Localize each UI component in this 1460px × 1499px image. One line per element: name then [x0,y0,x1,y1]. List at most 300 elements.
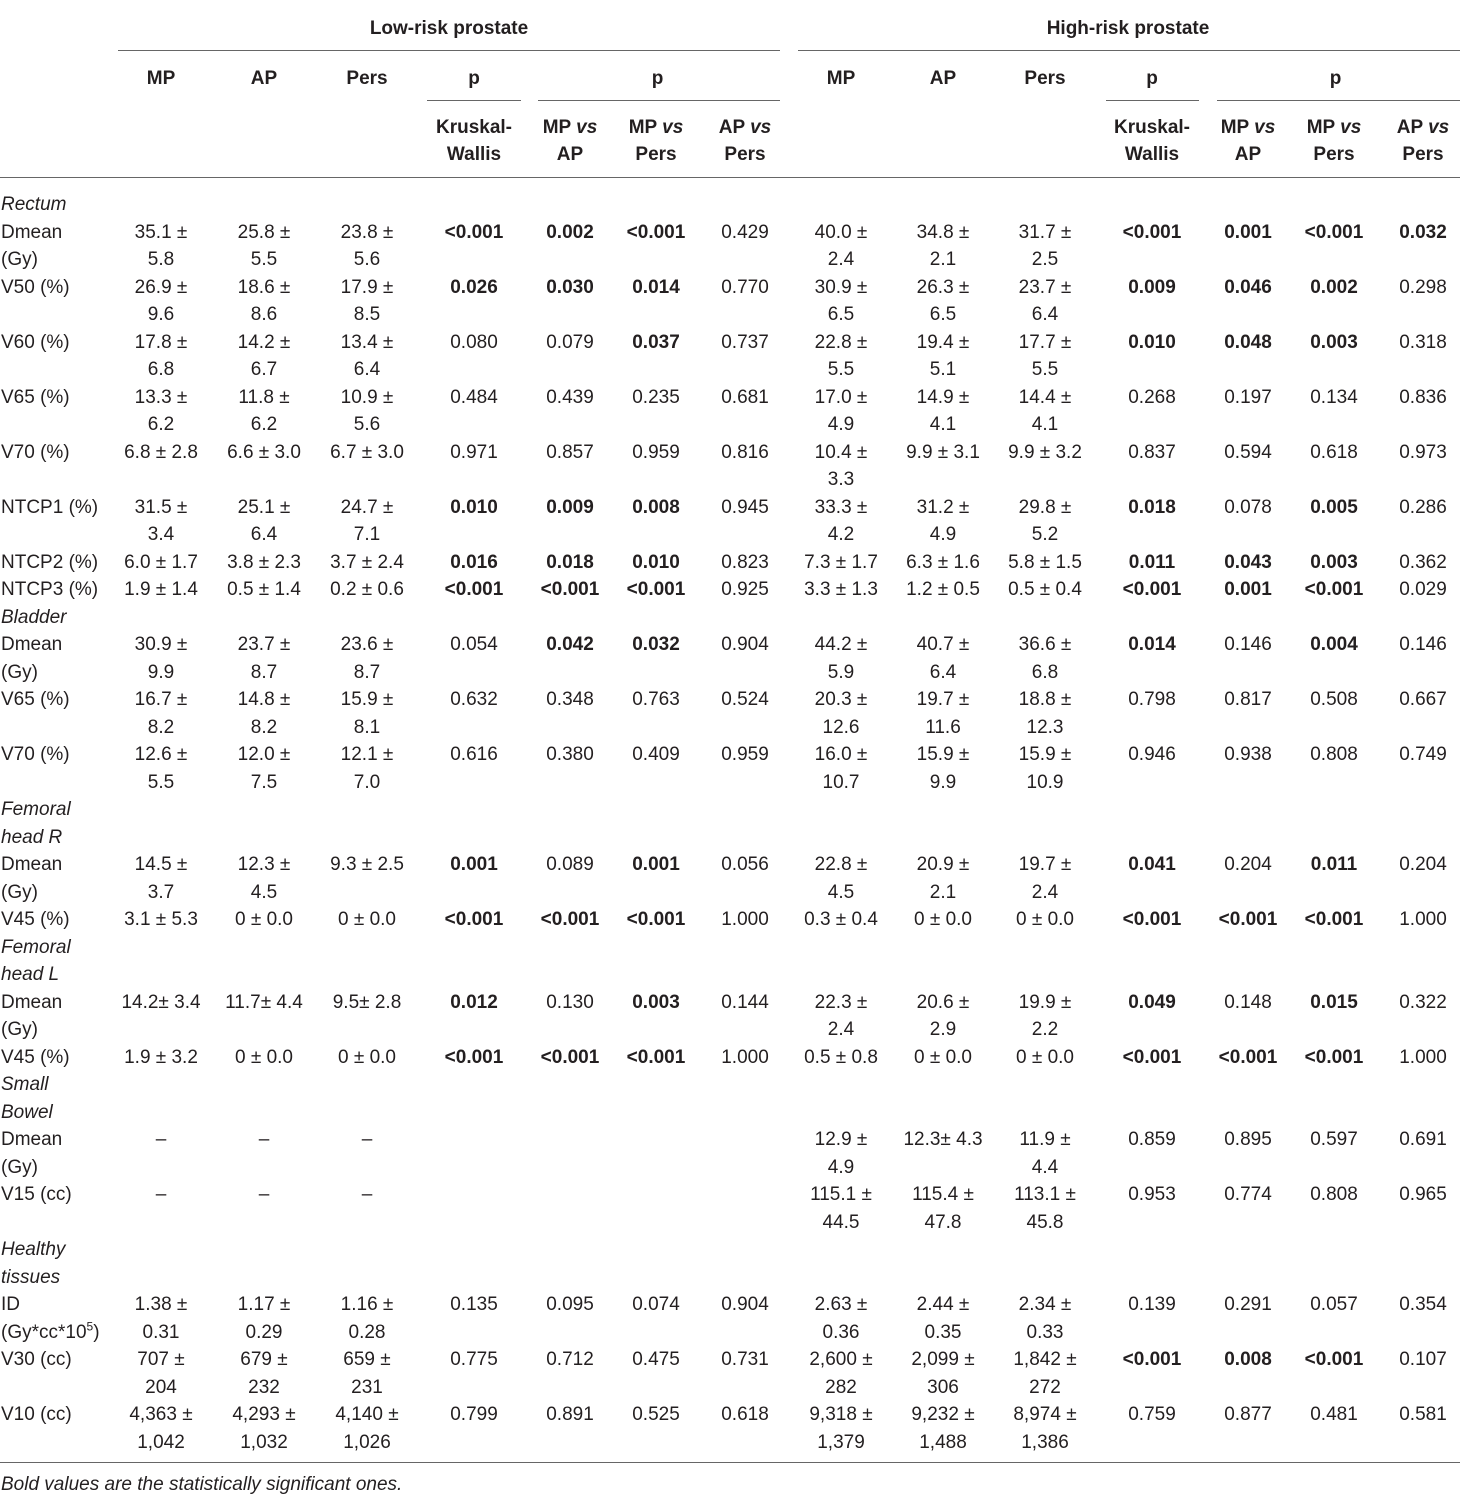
p-value-high: <0.001 [1304,1349,1364,1370]
value-cell-high: 5.9 [827,661,855,683]
p-value-low: 0.429 [721,221,769,243]
value-cell-low: 3.1 ± 5.3 [124,909,198,930]
p-value-high: 0.049 [1128,991,1176,1013]
row-label: V45 (%) [1,909,70,930]
value-cell-low: 4,140 ± [335,1404,399,1425]
value-cell-low: 12.0 ± [237,744,291,765]
col-header-pair-low: Pers [635,144,677,165]
value-cell-high: 2,099 ± [911,1349,975,1370]
value-cell-low: 679 ± [240,1349,288,1370]
group-rule-low [118,50,780,51]
p-value-high: <0.001 [1122,579,1182,600]
value-cell-high: 2.1 [929,249,957,270]
p-value-high: 0.286 [1399,496,1447,518]
p-value-high: <0.001 [1122,909,1182,930]
p-value-high: 0.322 [1399,991,1447,1013]
p-value-low: 0.959 [721,744,769,765]
table-bottom-rule [0,1462,1460,1463]
value-cell-low: 24.7 ± [340,496,394,518]
p-value-low: 1.000 [721,1046,769,1068]
value-cell-low: 30.9 ± [134,634,188,655]
value-cell-high: 6.4 [1031,304,1059,325]
p-value-low: 0.475 [632,1349,680,1370]
row-label: V15 (cc) [1,1184,72,1205]
value-cell-high: 8,974 ± [1013,1404,1077,1425]
value-cell-low: 3.7 [147,881,175,903]
group-header-high-risk: High-risk prostate [1046,18,1210,39]
row-label: V10 (cc) [1,1404,72,1425]
value-cell-low: – [361,1129,373,1150]
value-cell-high: 5.8 ± 1.5 [1008,551,1082,573]
col-header-wallis-high: Wallis [1124,144,1180,165]
p-value-high: 0.134 [1310,386,1358,408]
value-cell-high: 2.5 [1031,249,1059,270]
value-cell-low: 1.9 ± 1.4 [124,579,198,600]
value-cell-high: 19.7 ± [916,689,970,710]
p-value-low: 0.616 [450,744,498,765]
value-cell-low: 13.3 ± [134,386,188,408]
value-cell-high: 26.3 ± [916,276,970,298]
p-value-high: 1.000 [1399,909,1447,930]
value-cell-low: – [258,1129,270,1150]
value-cell-low: 15.9 ± [340,689,394,710]
value-cell-high: 47.8 [924,1211,962,1233]
p-value-low: <0.001 [444,579,504,600]
value-cell-high: 14.9 ± [916,386,970,408]
p-value-high: 0.581 [1399,1404,1447,1425]
value-cell-high: 9.9 ± 3.1 [906,441,980,463]
value-cell-low: 23.8 ± [340,221,394,243]
col-header-kruskal-low: Kruskal- [435,117,513,138]
value-cell-high: 2.1 [929,881,957,903]
p-value-high: 1.000 [1399,1046,1447,1068]
value-cell-high: 17.7 ± [1018,331,1072,353]
p-value-low: 0.348 [546,689,594,710]
value-cell-high: 22.3 ± [814,991,868,1013]
value-cell-high: 6.5 [827,304,855,325]
p-value-high: 0.973 [1399,441,1447,463]
value-cell-low: 17.9 ± [340,276,394,298]
p-value-high: 0.003 [1310,551,1358,573]
value-cell-high: 0 ± 0.0 [914,909,972,930]
value-cell-high: 2.63 ± [814,1294,868,1315]
value-cell-low: 8.6 [250,304,278,325]
p-value-high: 0.691 [1399,1129,1447,1150]
col-header-ap-low: AP [250,68,278,89]
value-cell-high: 33.3 ± [814,496,868,518]
value-cell-low: 1,026 [343,1431,391,1453]
value-cell-low: 4,293 ± [232,1404,296,1425]
value-cell-low: 5.5 [250,249,278,270]
p-value-low: 0.130 [546,991,594,1013]
p-value-high: <0.001 [1304,579,1364,600]
p-value-high: 0.817 [1224,689,1272,710]
value-cell-high: 4.1 [929,414,957,435]
p-value-high: <0.001 [1122,1349,1182,1370]
p-value-high: 0.204 [1399,854,1447,875]
value-cell-low: 17.8 ± [134,331,188,353]
value-cell-low: 6.7 ± 3.0 [330,441,404,463]
p-value-low: <0.001 [444,1046,504,1068]
value-cell-low: 0 ± 0.0 [235,1046,293,1068]
row-label: V70 (%) [1,441,70,463]
p-value-low: 0.002 [546,221,594,243]
p-value-low: 0.037 [632,331,680,353]
row-label: (Gy) [1,249,38,270]
value-cell-high: 34.8 ± [916,221,970,243]
value-cell-high: 31.7 ± [1018,221,1072,243]
value-cell-high: 10.9 [1026,771,1064,793]
p-value-high: <0.001 [1304,909,1364,930]
p-value-high: 0.362 [1399,551,1447,573]
p-value-high: <0.001 [1218,909,1278,930]
p-value-high: 0.003 [1310,331,1358,353]
p-value-low: 0.959 [632,441,680,463]
p-value-high: 0.318 [1399,331,1447,353]
p-value-low: 0.409 [632,744,680,765]
value-cell-low: 5.6 [353,414,381,435]
col-header-p-pairwise-high: p [1329,68,1342,89]
value-cell-high: 2.9 [929,1019,957,1040]
value-cell-high: 12.3 [1026,716,1064,738]
value-cell-low: 12.3 ± [237,854,291,875]
row-label: V50 (%) [1,276,70,298]
p-value-low: 0.144 [721,991,769,1013]
value-cell-low: 5.8 [147,249,175,270]
value-cell-high: 44.2 ± [814,634,868,655]
p-value-high: 0.004 [1310,634,1358,655]
p-value-low: 0.632 [450,689,498,710]
p-value-high: 0.002 [1310,276,1358,298]
p-value-low: 0.012 [450,991,498,1013]
value-cell-high: 5.1 [929,359,957,380]
value-cell-high: 30.9 ± [814,276,868,298]
p-value-low: 0.042 [546,634,594,655]
value-cell-low: 8.7 [353,661,381,683]
value-cell-low: 3.7 ± 2.4 [330,551,404,573]
value-cell-low: 13.4 ± [340,331,394,353]
value-cell-low: 4,363 ± [129,1404,193,1425]
p-value-high: 0.618 [1310,441,1358,463]
col-header-pair-high: MP vs [1220,117,1276,138]
value-cell-high: 19.7 ± [1018,854,1072,875]
value-cell-high: 0 ± 0.0 [1016,909,1074,930]
p-value-high: 0.078 [1224,496,1272,518]
p-value-high: 0.005 [1310,496,1358,518]
value-cell-low: – [258,1184,270,1205]
p-value-high: 0.048 [1224,331,1272,353]
p-value-high: 0.107 [1399,1349,1447,1370]
value-cell-low: 14.5 ± [134,854,188,875]
value-cell-low: 0.28 [348,1321,386,1343]
p-value-low: 0.010 [450,496,498,518]
p-value-low: 0.003 [632,991,680,1013]
value-cell-low: 23.6 ± [340,634,394,655]
p-value-high: 0.032 [1399,221,1447,243]
p-value-low: <0.001 [626,221,686,243]
value-cell-low: 6.7 [250,359,278,380]
value-cell-high: 9,232 ± [911,1404,975,1425]
value-cell-high: 16.0 ± [814,744,868,765]
col-header-kruskal-high: Kruskal- [1113,117,1191,138]
value-cell-low: 35.1 ± [134,221,188,243]
value-cell-high: 9.9 ± 3.2 [1008,441,1082,463]
value-cell-high: 115.1 ± [810,1184,872,1205]
value-cell-high: 2.4 [1031,881,1059,903]
value-cell-low: 6.4 [353,359,381,380]
value-cell-low: 0.29 [245,1321,283,1343]
p-value-low: 0.056 [721,854,769,875]
p-value-low: <0.001 [626,1046,686,1068]
p-value-high: 0.798 [1128,689,1176,710]
value-cell-low: – [155,1129,167,1150]
value-cell-low: 231 [351,1376,383,1398]
p-value-high: 0.011 [1310,854,1358,875]
p-value-high: 0.759 [1128,1404,1176,1425]
col-header-wallis-low: Wallis [446,144,502,165]
value-cell-low: 25.1 ± [237,496,291,518]
value-cell-high: 6.4 [929,661,957,683]
value-cell-high: 0.36 [822,1321,860,1343]
p-value-high: 0.808 [1310,744,1358,765]
value-cell-low: 5.6 [353,249,381,270]
col-header-pair-low: MP vs [542,117,598,138]
value-cell-low: 0 ± 0.0 [235,909,293,930]
value-cell-high: 4.9 [929,524,957,545]
col-header-pers-low: Pers [346,68,388,89]
p-value-high: 0.015 [1310,991,1358,1013]
p-value-low: 0.001 [632,854,680,875]
p-value-high: 0.946 [1128,744,1176,765]
value-cell-low: 12.6 ± [134,744,188,765]
p-value-low: 0.763 [632,689,680,710]
value-cell-high: 6.3 ± 1.6 [906,551,980,573]
value-cell-high: 1,379 [817,1431,865,1453]
footnote: Bold values are the statistically significant ones. [1,1474,403,1495]
row-label: $(Gy*cc*10^5)$ [1,1319,100,1343]
value-cell-high: 9,318 ± [809,1404,873,1425]
p-value-high: 0.046 [1224,276,1272,298]
p-value-low: 0.525 [632,1404,680,1425]
p-value-low: 0.439 [546,386,594,408]
col-header-mp-low: MP [146,68,176,89]
value-cell-high: 36.6 ± [1018,634,1072,655]
value-cell-high: 18.8 ± [1018,689,1072,710]
p-value-high: 0.749 [1399,744,1447,765]
p-value-high: 0.594 [1224,441,1272,463]
value-cell-high: 44.5 [822,1211,860,1233]
value-cell-low: 1,032 [240,1431,288,1453]
row-label: (Gy) [1,661,38,683]
value-cell-high: 272 [1029,1376,1061,1398]
value-cell-high: 23.7 ± [1018,276,1072,298]
row-label: NTCP1 (%) [1,496,99,518]
value-cell-high: 22.8 ± [814,854,868,875]
value-cell-low: 26.9 ± [134,276,188,298]
col-header-p-kruskal-high: p [1146,68,1158,89]
col-header-pair-high: AP vs [1396,117,1450,138]
p-value-low: 1.000 [721,909,769,930]
p-value-high: 0.197 [1224,386,1272,408]
value-cell-high: 22.8 ± [814,331,868,353]
p-value-high: 0.354 [1399,1294,1447,1315]
p-value-low: 0.775 [450,1349,498,1370]
p-value-high: 0.268 [1128,386,1176,408]
header-bottom-rule [0,177,1460,178]
p-value-high: 0.001 [1224,221,1272,243]
value-cell-low: 8.2 [147,716,175,738]
p-value-high: 0.774 [1224,1184,1272,1205]
value-cell-high: 2.34 ± [1018,1294,1072,1315]
p-rule-high-pair [1217,100,1460,101]
value-cell-high: 0.3 ± 0.4 [804,909,878,930]
value-cell-high: 2.44 ± [916,1294,970,1315]
value-cell-low: 18.6 ± [237,276,291,298]
value-cell-low: 9.9 [147,661,175,683]
value-cell-high: 4.9 [827,1156,855,1178]
p-value-high: 0.877 [1224,1404,1272,1425]
value-cell-high: 4.9 [827,414,855,435]
p-value-low: <0.001 [444,221,504,243]
col-header-pair-low: AP [556,144,584,165]
p-value-low: 0.925 [721,579,769,600]
value-cell-high: 1.2 ± 0.5 [906,579,980,600]
value-cell-high: 20.3 ± [814,689,868,710]
value-cell-high: 4.1 [1031,414,1059,435]
p-value-low: 0.080 [450,331,498,353]
value-cell-low: 8.2 [250,716,278,738]
p-value-low: 0.770 [721,276,769,298]
col-header-pair-high: AP [1234,144,1262,165]
value-cell-low: 232 [248,1376,280,1398]
value-cell-high: 4.2 [827,524,855,545]
value-cell-high: 29.8 ± [1018,496,1072,518]
value-cell-low: 4.5 [250,881,278,903]
value-cell-high: 10.4 ± [814,441,868,463]
p-value-high: 0.146 [1399,634,1447,655]
value-cell-high: 4.4 [1031,1156,1059,1178]
value-cell-high: 9.9 [929,771,957,793]
p-value-low: 0.032 [632,634,680,655]
p-value-high: <0.001 [1304,1046,1364,1068]
value-cell-high: 10.7 [822,771,860,793]
value-cell-high: 0 ± 0.0 [1016,1046,1074,1068]
section-label: Small [1,1074,49,1095]
p-value-low: 0.014 [632,276,680,298]
value-cell-low: 0.2 ± 0.6 [330,579,404,600]
p-value-low: 0.945 [721,496,769,518]
value-cell-high: 19.4 ± [916,331,970,353]
p-value-high: 0.011 [1128,551,1176,573]
p-value-low: <0.001 [444,909,504,930]
value-cell-low: 0.31 [142,1321,180,1343]
value-cell-high: 6.5 [929,304,957,325]
p-value-high: <0.001 [1122,221,1182,243]
col-header-pair-low: AP vs [718,117,772,138]
row-label: V70 (%) [1,744,70,765]
p-value-low: 0.971 [450,441,498,463]
p-value-low: 0.135 [450,1294,498,1315]
value-cell-low: 25.8 ± [237,221,291,243]
row-label: V65 (%) [1,386,70,408]
p-value-high: 0.148 [1224,991,1272,1013]
p-value-low: 0.054 [450,634,498,655]
p-value-high: 0.808 [1310,1184,1358,1205]
value-cell-low: 0 ± 0.0 [338,909,396,930]
value-cell-low: 6.4 [250,524,278,545]
p-rule-low-kw [427,100,521,101]
row-label: ID [1,1294,20,1315]
value-cell-low: 11.8 ± [238,386,290,408]
section-label: head R [1,826,63,848]
p-value-low: 0.524 [721,689,769,710]
p-value-low: 0.681 [721,386,769,408]
value-cell-high: 0.35 [924,1321,962,1343]
value-cell-high: 3.3 ± 1.3 [804,579,878,600]
value-cell-high: 4.5 [827,881,855,903]
value-cell-high: 282 [825,1376,857,1398]
p-value-high: <0.001 [1122,1046,1182,1068]
p-value-low: 0.799 [450,1404,498,1425]
value-cell-high: 2.2 [1031,1019,1059,1040]
value-cell-high: 2.4 [827,1019,855,1040]
value-cell-high: 20.9 ± [916,854,970,875]
value-cell-low: 1,042 [137,1431,185,1453]
value-cell-high: 1,842 ± [1013,1349,1077,1370]
section-label: Femoral [1,799,71,820]
value-cell-low: – [361,1184,373,1205]
p-value-low: 0.823 [721,551,769,573]
p-value-low: 0.010 [632,551,680,573]
p-rule-high-kw [1106,100,1199,101]
value-cell-high: 306 [927,1376,959,1398]
value-cell-low: 9.5± 2.8 [332,991,402,1013]
p-value-low: 0.016 [450,551,498,573]
value-cell-low: 6.6 ± 3.0 [227,441,301,463]
value-cell-high: 12.3± 4.3 [903,1129,983,1150]
p-value-high: 0.481 [1310,1404,1358,1425]
value-cell-high: 20.6 ± [916,991,970,1013]
value-cell-high: 2,600 ± [809,1349,873,1370]
value-cell-high: 1,386 [1021,1431,1069,1453]
group-rule-high [798,50,1460,51]
p-value-high: 0.965 [1399,1184,1447,1205]
p-value-high: 0.859 [1128,1129,1176,1150]
value-cell-low: 6.2 [147,414,175,435]
p-value-high: 0.043 [1224,551,1272,573]
value-cell-low: 1.38 ± [134,1294,188,1315]
row-label: V60 (%) [1,331,70,353]
p-value-high: <0.001 [1304,221,1364,243]
row-label: V45 (%) [1,1046,70,1068]
col-header-pair-low: MP vs [628,117,684,138]
value-cell-low: 5.5 [147,771,175,793]
value-cell-low: 659 ± [343,1349,391,1370]
section-label: Bladder [1,606,67,628]
p-value-low: 0.904 [721,634,769,655]
value-cell-low: 3.8 ± 2.3 [227,551,301,573]
value-cell-low: 1.17 ± [237,1294,291,1315]
value-cell-high: 7.3 ± 1.7 [804,551,878,573]
value-cell-low: 0.5 ± 1.4 [227,579,301,600]
col-header-p-pairwise-low: p [651,68,664,89]
row-label: (Gy) [1,881,38,903]
value-cell-low: 9.6 [147,304,175,325]
p-value-low: 0.712 [546,1349,594,1370]
p-value-low: <0.001 [626,579,686,600]
row-label: V30 (cc) [1,1349,72,1370]
p-value-low: 0.737 [721,331,769,353]
